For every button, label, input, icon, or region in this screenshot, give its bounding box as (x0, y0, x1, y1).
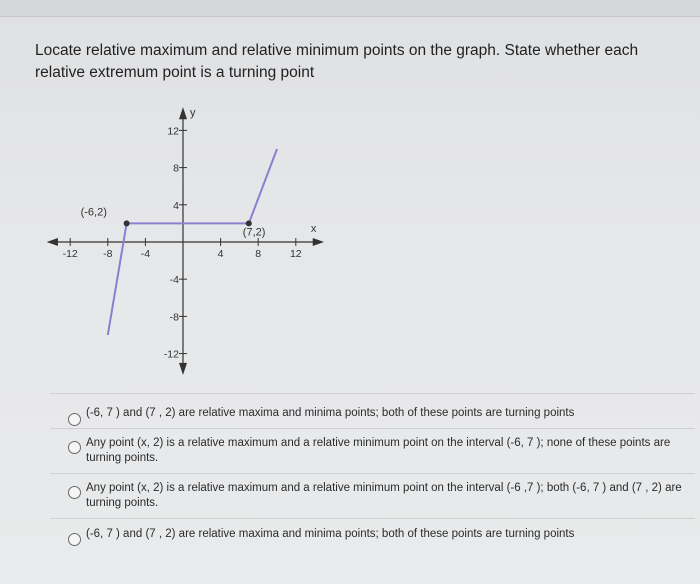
x-axis-right-arrow (313, 238, 324, 246)
y-tick-label: 12 (167, 125, 179, 138)
answer-choice-b[interactable] (50, 428, 695, 473)
x-tick-label: 8 (255, 248, 262, 260)
answer-choice-label: Any point (x, 2) is a relative maximum and a relative minimum point on the interval (-6, 7 ); none of these points are turning points. (86, 437, 671, 464)
question-text: Locate relative maximum and relative minimum points on the graph. State whether each relative extremum point is a turning point (35, 42, 639, 81)
top-bar (0, 0, 700, 17)
answer-choice-d[interactable] (50, 518, 695, 559)
answer-choice-label: Any point (x, 2) is a relative maximum and a relative minimum point on the interval (-6 ,7 ); both (-6, 7 ) and (7 , 2) are turning points. (86, 482, 682, 509)
radio-button[interactable] (68, 441, 81, 454)
radio-button[interactable] (68, 533, 81, 546)
y-axis-top-arrow (179, 107, 187, 119)
x-tick-label: 12 (289, 248, 302, 260)
x-tick-label: -4 (140, 248, 151, 260)
answer-choice-a[interactable] (50, 393, 695, 428)
x-tick-label: -8 (103, 248, 113, 260)
x-axis-left-arrow (47, 238, 58, 246)
x-axis-label: x (310, 223, 317, 235)
y-tick-label: -12 (163, 348, 179, 361)
y-tick-label: 4 (173, 199, 179, 212)
answer-choice-c[interactable] (50, 473, 695, 518)
radio-button[interactable] (68, 486, 81, 499)
answer-choice-label: (-6, 7 ) and (7 , 2) are relative maxima and minima points; both of these points are turning points (86, 407, 575, 419)
point-marker (124, 220, 130, 226)
answer-choice-label: (-6, 7 ) and (7 , 2) are relative maxima and minima points; both of these points are turning points (86, 528, 575, 540)
y-axis-bottom-arrow (179, 363, 187, 375)
radio-button[interactable] (68, 413, 81, 426)
x-tick-label: 4 (217, 248, 224, 260)
x-tick-label: -12 (62, 248, 78, 260)
point-label: (7,2) (242, 226, 266, 239)
y-tick-label: 8 (173, 162, 179, 175)
answer-choices (50, 393, 695, 559)
function-graph (40, 100, 340, 380)
y-tick-label: -4 (169, 274, 179, 287)
point-label: (-6,2) (80, 206, 107, 219)
y-axis-label: y (190, 106, 196, 119)
y-tick-label: -8 (169, 311, 179, 324)
